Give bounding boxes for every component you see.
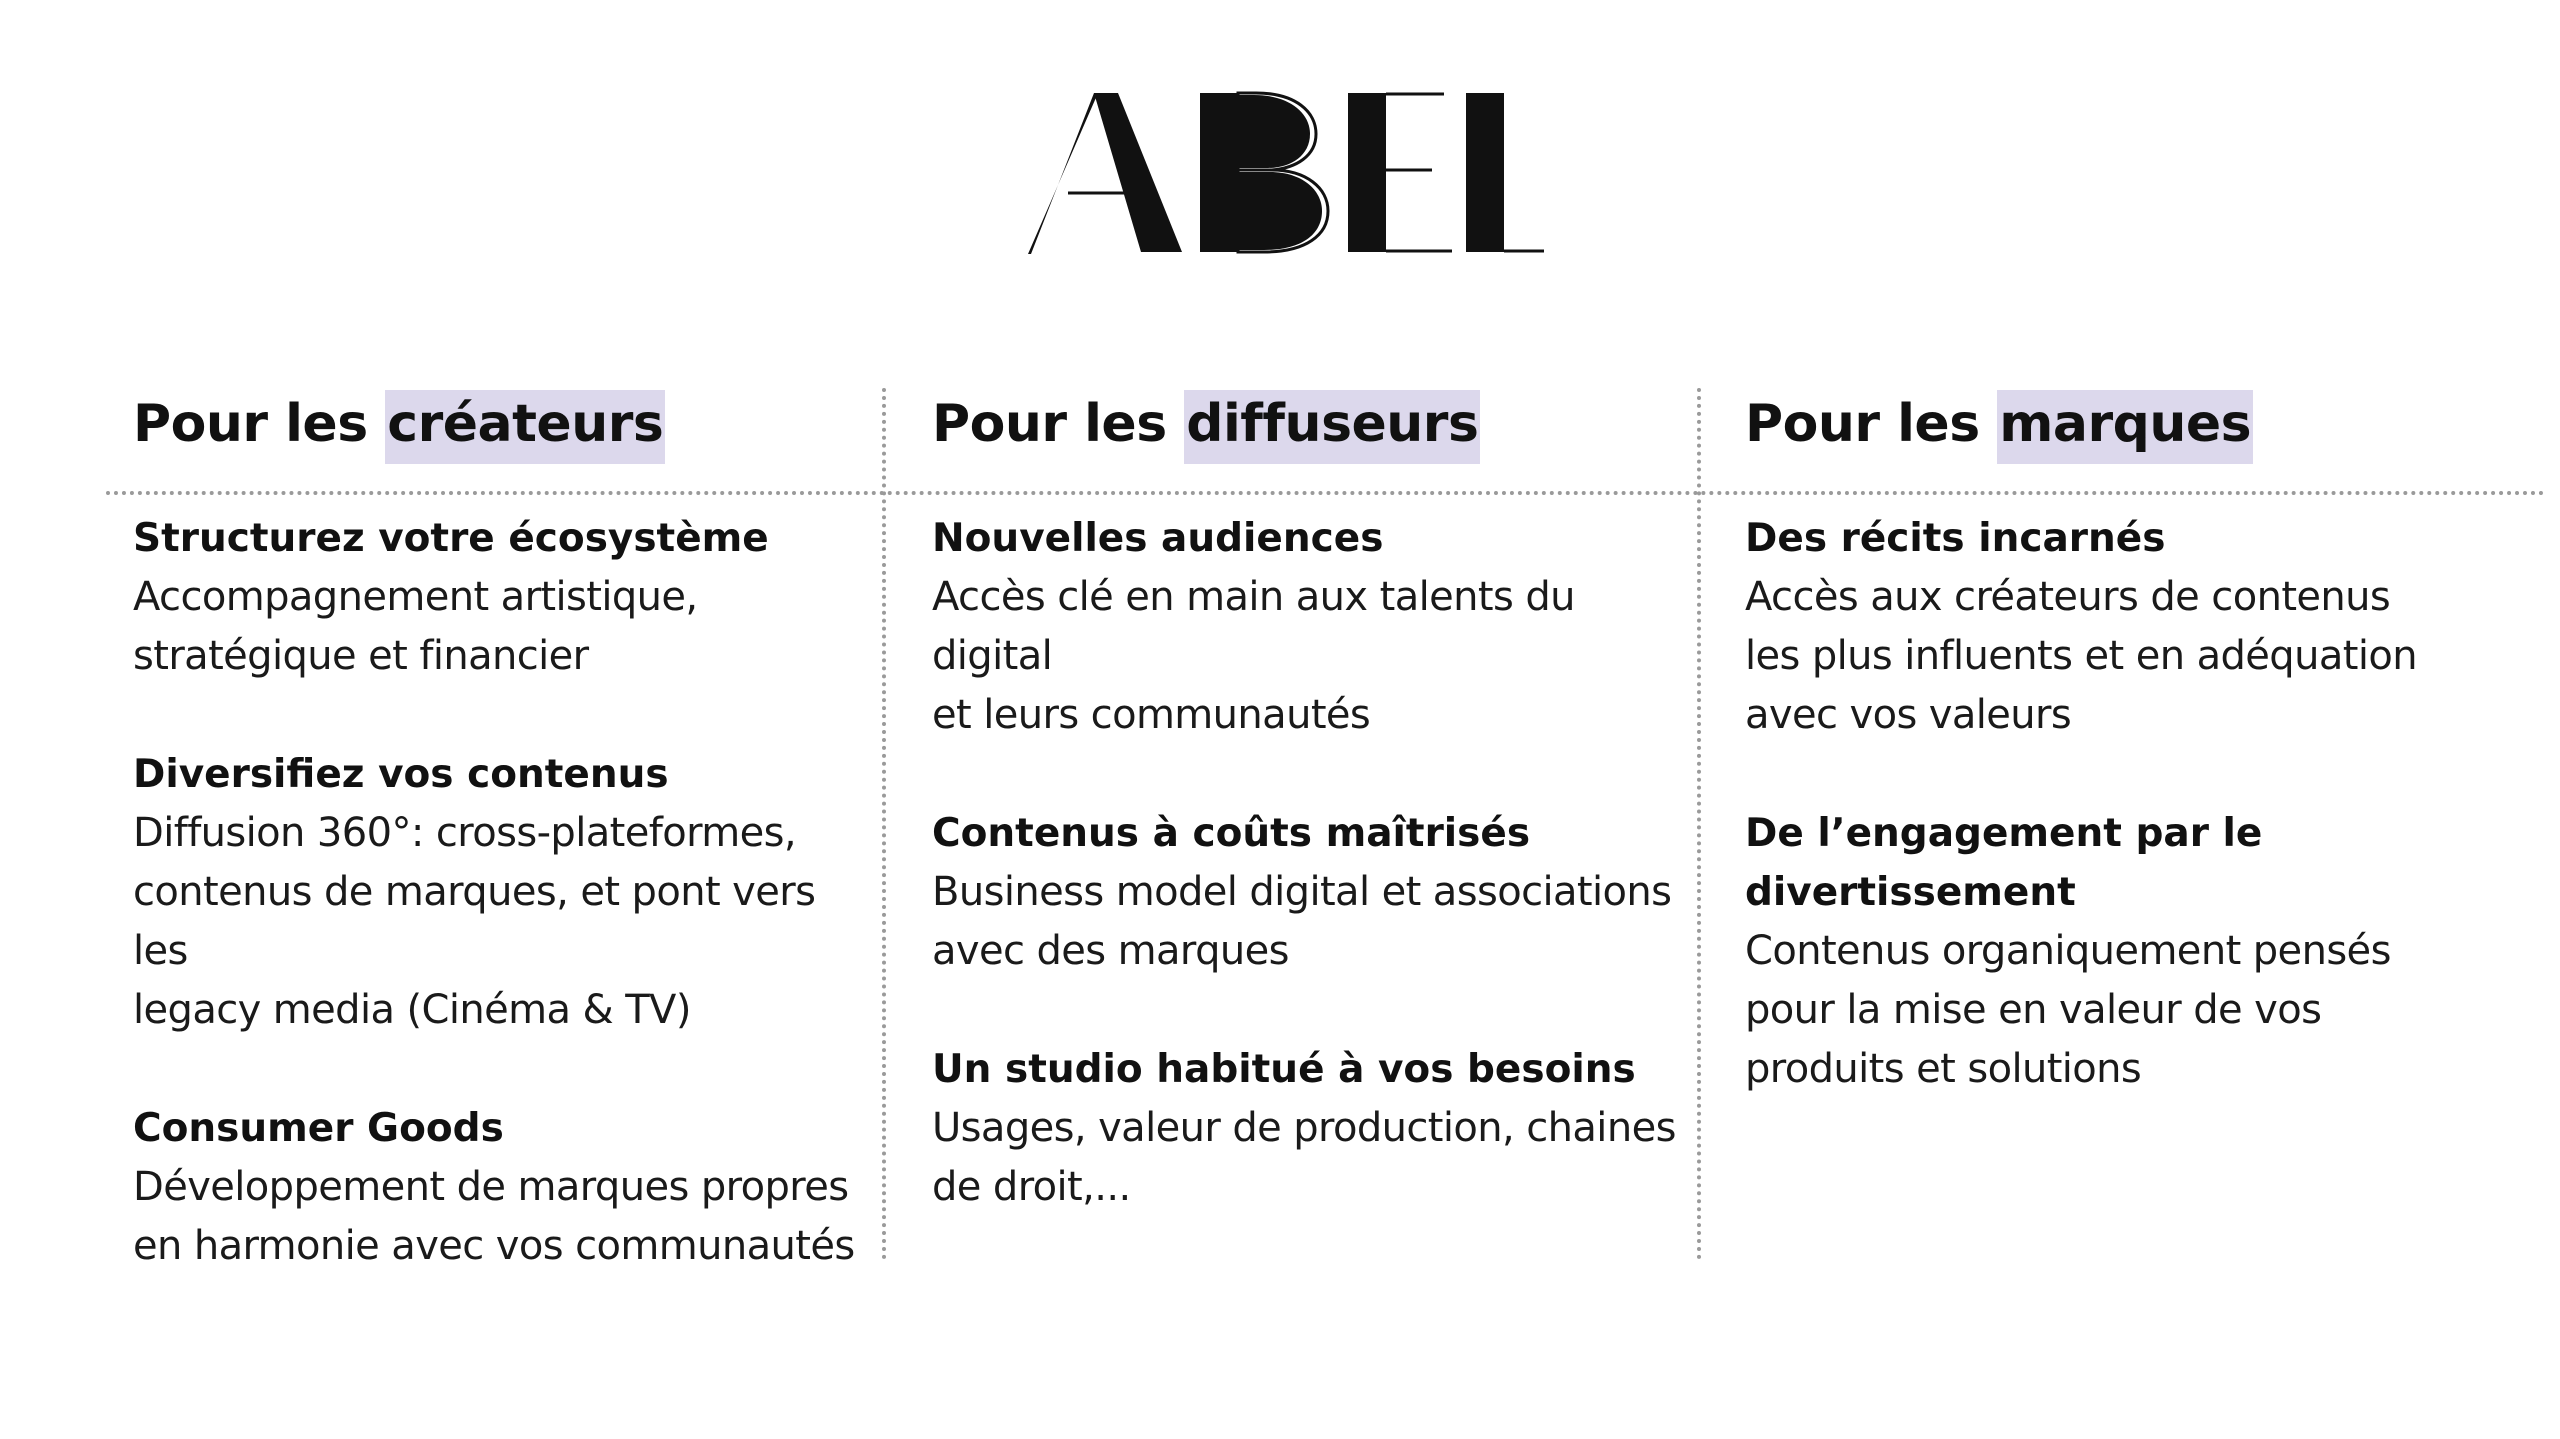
feature-item (133, 745, 873, 1040)
feature-description: Développement de marques propres en harmonie avec vos communautés (133, 1164, 855, 1269)
vertical-dotted-divider-1 (882, 388, 886, 1260)
column-heading-broadcasters (932, 380, 1692, 468)
feature-title: Un studio habitué à vos besoins (932, 1047, 1636, 1092)
abel-logo (1028, 90, 1544, 256)
heading-highlight: créateurs (385, 390, 665, 464)
feature-description: Contenus organiquement pensés pour la mise en valeur de vos produits et solutions (1745, 928, 2391, 1092)
feature-description: Accès aux créateurs de contenus les plus influents et en adéquation avec vos valeurs (1745, 574, 2417, 738)
feature-item (1745, 804, 2445, 1099)
vertical-dotted-divider-2 (1697, 388, 1701, 1260)
feature-item (133, 509, 873, 686)
feature-title: Structurez votre écosystème (133, 516, 769, 561)
column-heading-brands (1745, 380, 2445, 468)
heading-highlight: marques (1997, 390, 2253, 464)
feature-item (932, 1040, 1692, 1217)
feature-description: Accompagnement artistique, stratégique et financier (133, 574, 698, 679)
column-heading-creators (133, 380, 873, 468)
column-creators (133, 380, 873, 1335)
heading-prefix: Pour les (1745, 394, 1998, 454)
heading-highlight: diffuseurs (1184, 390, 1480, 464)
feature-description: Usages, valeur de production, chaines de droit,... (932, 1105, 1676, 1210)
feature-title: Diversifiez vos contenus (133, 752, 669, 797)
feature-title: Consumer Goods (133, 1106, 504, 1151)
heading-prefix: Pour les (133, 394, 386, 454)
feature-title: Contenus à coûts maîtrisés (932, 811, 1531, 856)
feature-description: Business model digital et associations avec des marques (932, 869, 1672, 974)
feature-item (932, 804, 1692, 981)
feature-item (1745, 509, 2445, 745)
feature-title: De l’engagement par le divertissement (1745, 811, 2263, 915)
column-brands (1745, 380, 2445, 1158)
feature-item (133, 1099, 873, 1276)
feature-description: Diffusion 360°: cross-plateformes, contenus de marques, et pont vers les legacy media (Cinéma & TV) (133, 810, 816, 1033)
feature-title: Des récits incarnés (1745, 516, 2166, 561)
feature-title: Nouvelles audiences (932, 516, 1384, 561)
feature-description: Accès clé en main aux talents du digital et leurs communautés (932, 574, 1575, 738)
feature-item (932, 509, 1692, 745)
heading-prefix: Pour les (932, 394, 1185, 454)
column-broadcasters (932, 380, 1692, 1276)
